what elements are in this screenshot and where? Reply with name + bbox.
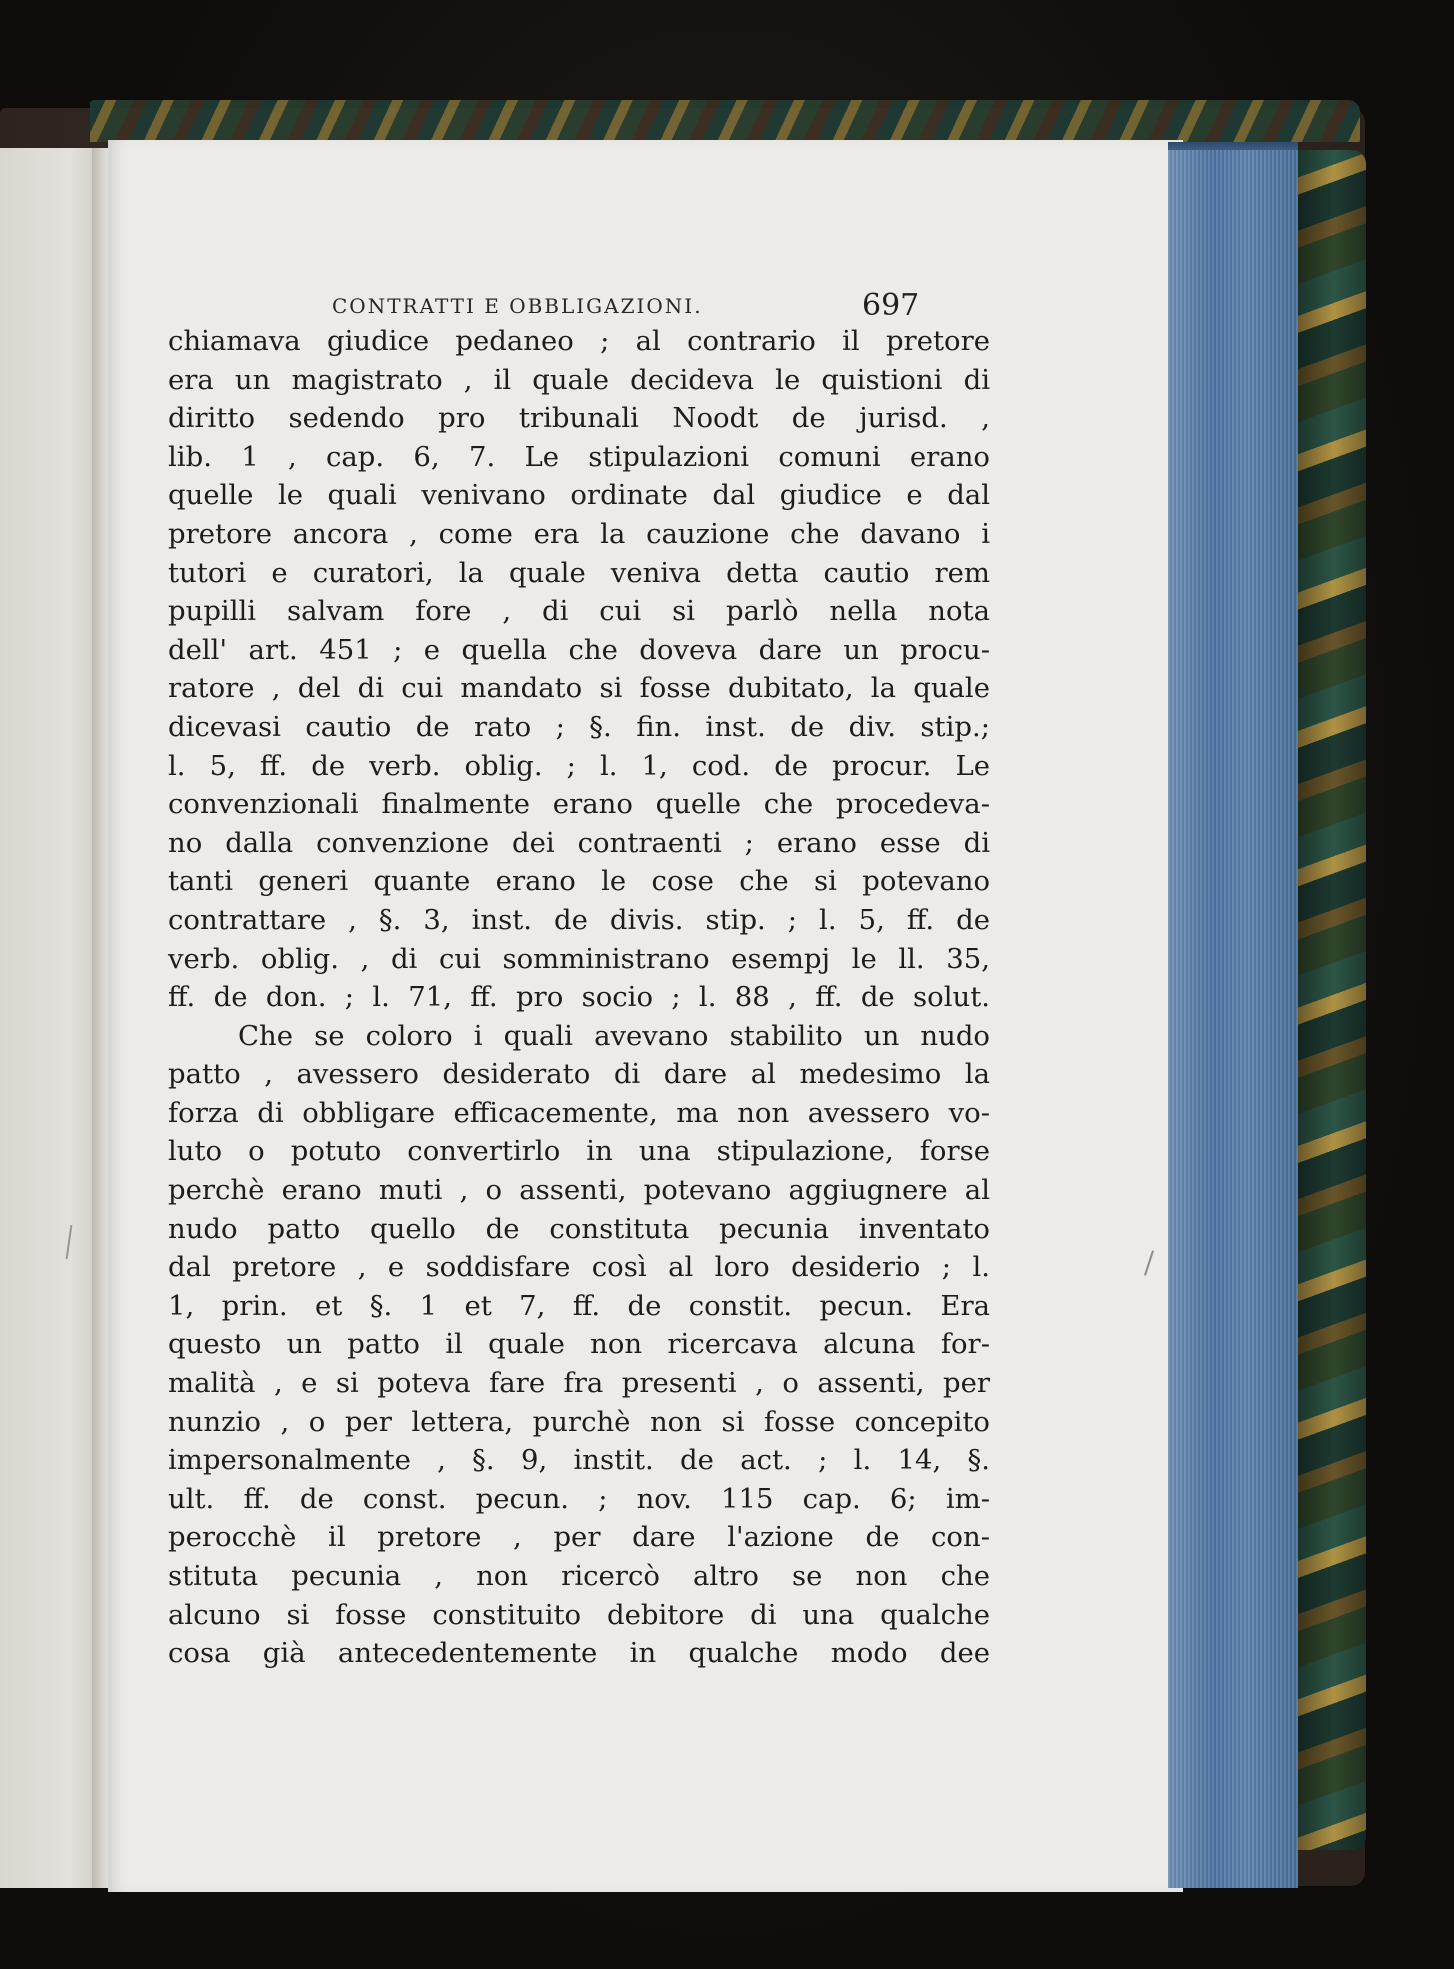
text-line: l. 5, ff. de verb. oblig. ; l. 1, cod. de procur. Le (168, 749, 990, 782)
text-line: dell' art. 451 ; e quella che doveva dare un procu- (168, 633, 990, 666)
text-line: no dalla convenzione dei contraenti ; erano esse di (168, 826, 990, 859)
text-line: Che se coloro i quali avevano stabilito un nudo (238, 1019, 990, 1052)
text-line: alcuno si fosse constituito debitore di una qualche (168, 1598, 990, 1631)
text-line: verb. oblig. , di cui somministrano esempj le ll. 35, (168, 942, 990, 975)
text-line: malità , e si poteva fare fra presenti , o assenti, per (168, 1367, 990, 1400)
text-line: chiamava giudice pedaneo ; al contrario il pretore (168, 325, 990, 357)
text-line: era un magistrato , il quale decideva le quistioni di (168, 363, 990, 396)
marbled-cover-top (90, 100, 1360, 142)
text-line: dicevasi cautio de rato ; §. fin. inst. de div. stip.; (168, 710, 990, 743)
text-line: forza di obbligare efficacemente, ma non avessero vo- (168, 1096, 990, 1129)
text-line: patto , avessero desiderato di dare al medesimo la (168, 1058, 990, 1091)
text-line: impersonalmente , §. 9, instit. de act. ; l. 14, §. (168, 1444, 990, 1477)
text-line: 1, prin. et §. 1 et 7, ff. de constit. pecun. Era (168, 1289, 990, 1322)
page-number: 697 (862, 288, 920, 323)
body-text (168, 322, 990, 1673)
text-line: pupilli salvam fore , di cui si parlò nella nota (168, 595, 990, 628)
text-line: perchè erano muti , o assenti, potevano aggiugnere al (168, 1174, 990, 1207)
text-line: nudo patto quello de constituta pecunia inventato (168, 1212, 990, 1245)
text-line: lib. 1 , cap. 6, 7. Le stipulazioni comuni erano (168, 440, 990, 473)
sprinkled-fore-edge (1168, 150, 1298, 1888)
text-line: ff. de don. ; l. 71, ff. pro socio ; l. 88 , ff. de solut. (168, 981, 990, 1014)
text-line: ult. ff. de const. pecun. ; nov. 115 cap. 6; im- (168, 1482, 990, 1515)
text-line: diritto sedendo pro tribunali Noodt de jurisd. , (168, 402, 990, 435)
text-line: stituta pecunia , non ricercò altro se non che (168, 1560, 990, 1592)
text-line: pretore ancora , come era la cauzione che davano i (168, 517, 990, 550)
text-line: dal pretore , e soddisfare così al loro desiderio ; l. (168, 1251, 990, 1284)
text-line: ratore , del di cui mandato si fosse dubitato, la quale (168, 672, 990, 705)
text-line: luto o potuto convertirlo in una stipulazione, forse (168, 1135, 990, 1168)
cover-edge-shade (1286, 150, 1366, 1850)
text-line: tanti generi quante erano le cose che si potevano (168, 865, 990, 898)
running-head: CONTRATTI E OBBLIGAZIONI. (332, 294, 703, 318)
left-facing-page (0, 148, 100, 1888)
text-line: convenzionali finalmente erano quelle che procedeva- (168, 788, 990, 821)
text-line: tutori e curatori, la quale veniva detta cautio rem (168, 556, 990, 589)
text-line: questo un patto il quale non ricercava alcuna for- (168, 1328, 990, 1361)
text-line: quelle le quali venivano ordinate dal giudice e dal (168, 479, 990, 512)
text-line: nunzio , o per lettera, purchè non si fosse concepito (168, 1405, 990, 1438)
text-line: perocchè il pretore , per dare l'azione de con- (168, 1521, 990, 1554)
text-line: cosa già antecedentemente in qualche modo dee (168, 1637, 990, 1670)
text-line: contrattare , §. 3, inst. de divis. stip. ; l. 5, ff. de (168, 903, 990, 936)
